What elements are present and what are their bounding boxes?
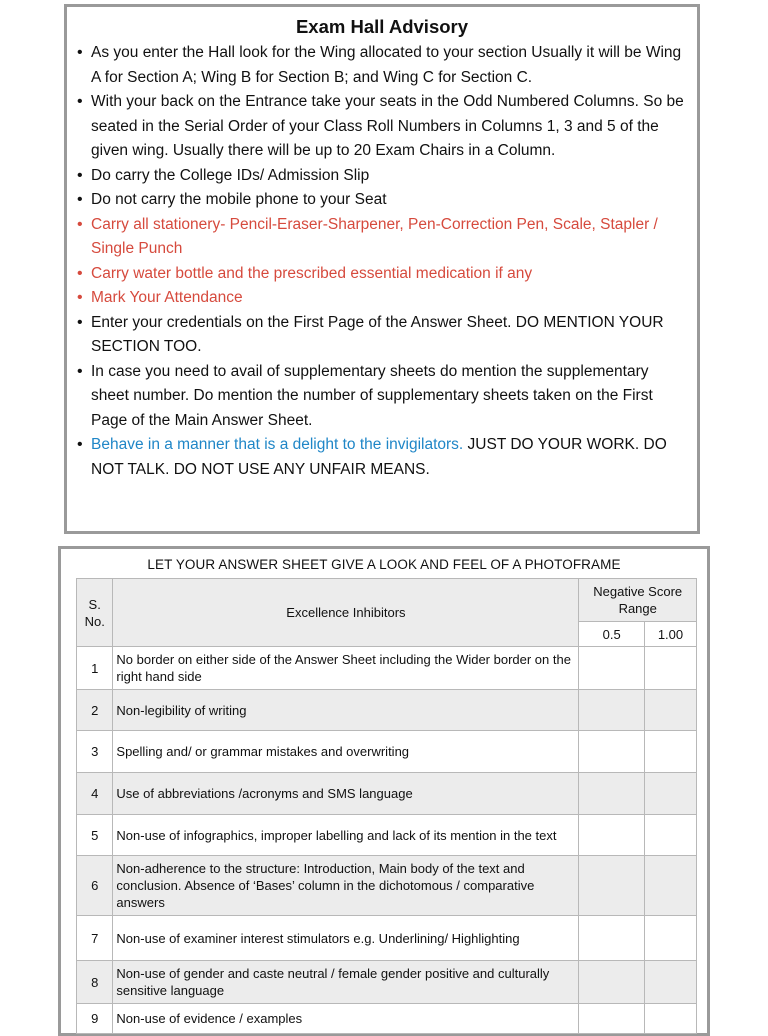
table-row [77,856,697,916]
row-text: Non-use of examiner interest stimulators e.g. Underlining/ Highlighting [113,916,579,961]
advisory-item-supplementary: • In case you need to avail of supplementary sheets do mention the supplementary sheet number. Do mention the number of supplementary sheets taken on the First Page of the Main Answer Sheet. [77,360,687,434]
table-row [77,815,697,856]
advisory-item-stationery: • Carry all stationery- Pencil-Eraser-Sharpener, Pen-Correction Pen, Scale, Stapler / Single Punch [77,213,687,262]
score-cell-1-00 [644,815,696,856]
score-cell-1-00 [644,690,696,731]
score-cell-0-5 [579,1004,645,1034]
advisory-item-water-bottle: • Carry water bottle and the prescribed essential medication if any [77,262,687,287]
row-text: Non-legibility of writing [113,690,579,731]
excellence-inhibitors-table [76,578,697,1034]
score-cell-0-5 [579,815,645,856]
row-text: Non-use of gender and caste neutral / female gender positive and culturally sensitive language [113,961,579,1004]
advisory-item-behaviour [77,433,687,482]
score-cell-0-5 [579,690,645,731]
behaviour-instructions: JUST DO YOUR WORK. DO NOT TALK. DO NOT USE ANY UNFAIR MEANS. [91,436,667,478]
advisory-item-attendance: • Mark Your Attendance [77,286,687,311]
score-cell-1-00 [644,961,696,1004]
row-sno: 6 [77,856,113,916]
table-row [77,773,697,815]
score-cell-0-5 [579,773,645,815]
row-sno: 9 [77,1004,113,1034]
advisory-item-credentials: • Enter your credentials on the First Page of the Answer Sheet. DO MENTION YOUR SECTION TOO. [77,311,687,360]
advisory-item-wing: • As you enter the Hall look for the Wing allocated to your section Usually it will be Wing A for Section A; Wing B for Section B; and Wing C for Section C. [77,41,687,90]
row-sno: 4 [77,773,113,815]
score-cell-0-5 [579,856,645,916]
row-text: Use of abbreviations /acronyms and SMS language [113,773,579,815]
excellence-inhibitors-box [58,546,710,1036]
score-cell-1-00 [644,731,696,773]
header-score-0-5: 0.5 [579,622,645,647]
row-text: No border on either side of the Answer Sheet including the Wider border on the right hand side [113,647,579,690]
row-sno: 3 [77,731,113,773]
score-cell-1-00 [644,773,696,815]
table-row [77,731,697,773]
behaviour-highlight: Behave in a manner that is a delight to the invigilators. [91,436,464,453]
header-sno: S. No. [77,579,113,647]
row-text: Non-adherence to the structure: Introduction, Main body of the text and conclusion. Absence of ‘Bases’ column in the dichotomous / comparative answers [113,856,579,916]
score-cell-0-5 [579,961,645,1004]
row-sno: 7 [77,916,113,961]
table-caption: LET YOUR ANSWER SHEET GIVE A LOOK AND FEEL OF A PHOTOFRAME [147,557,621,572]
advisory-item-mobile-phone: • Do not carry the mobile phone to your Seat [77,188,687,213]
table-row [77,647,697,690]
row-sno: 2 [77,690,113,731]
score-cell-1-00 [644,856,696,916]
advisory-item-seating: • With your back on the Entrance take your seats in the Odd Numbered Columns. So be seated in the Serial Order of your Class Roll Numbers in Columns 1, 3 and 5 of the given wing. Usually there will be up to 20 Exam Chairs in a Column. [77,90,687,164]
header-negative-score-range: Negative Score Range [579,579,697,622]
advisory-list [77,41,687,482]
row-text: Non-use of evidence / examples [113,1004,579,1034]
header-score-1-00: 1.00 [644,622,696,647]
score-cell-1-00 [644,1004,696,1034]
row-sno: 5 [77,815,113,856]
score-cell-1-00 [644,647,696,690]
score-cell-0-5 [579,731,645,773]
score-cell-0-5 [579,647,645,690]
advisory-title: Exam Hall Advisory [295,16,469,37]
advisory-item-college-id: • Do carry the College IDs/ Admission Slip [77,164,687,189]
table-row [77,690,697,731]
header-inhibitors: Excellence Inhibitors [113,579,579,647]
row-text: Non-use of infographics, improper labelling and lack of its mention in the text [113,815,579,856]
table-row [77,1004,697,1034]
table-row [77,961,697,1004]
table-row [77,916,697,961]
row-text: Spelling and/ or grammar mistakes and overwriting [113,731,579,773]
exam-hall-advisory-box [64,4,700,534]
score-cell-0-5 [579,916,645,961]
score-cell-1-00 [644,916,696,961]
row-sno: 1 [77,647,113,690]
row-sno: 8 [77,961,113,1004]
